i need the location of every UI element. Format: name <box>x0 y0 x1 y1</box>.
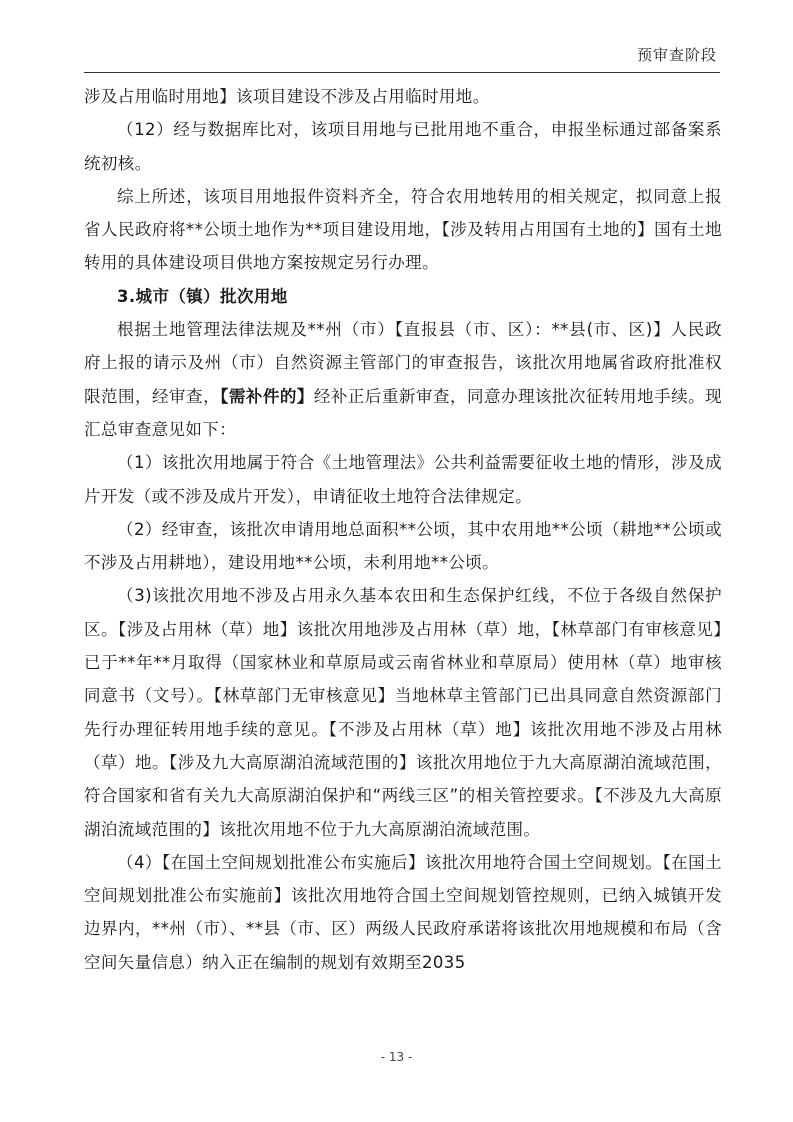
header-title: 预审查阶段 <box>636 46 717 64</box>
intro-text-before: 根据土地管理法律法规及**州（市）【直报县（市、区）：**县(市、区)】人民政府上报的请示及州（市）自然资源主管部门的审查报告，该批次用地属省政府批准权限范围，经审查， <box>84 320 722 406</box>
paragraph-summary: 综上所述，该项目用地报件资料齐全，符合农用地转用的相关规定，拟同意上报省人民政府将**公顷土地作为**项目建设用地，【涉及转用占用国有土地的】国有土地转用的具体建设项目供地方案按规定另行办理。 <box>84 186 722 273</box>
page-number: - 13 - <box>380 1050 413 1064</box>
paragraph-intro <box>84 313 722 446</box>
header-divider <box>84 72 720 73</box>
document-body <box>84 80 722 979</box>
intro-bold-text: 【需补件的】 <box>220 386 314 406</box>
section-heading: 3.城市（镇）批次用地 <box>117 286 288 306</box>
paragraph-continuation: 涉及占用临时用地】该项目建设不涉及占用临时用地。 <box>84 87 490 106</box>
paragraph-item-4: （4）【在国土空间规划批准公布实施后】该批次用地符合国土空间规划。【在国土空间规划批准公布实施前】该批次用地符合国土空间规划管控规则，已纳入城镇开发边界内，**州（市）、**县（市、区）两级人民政府承诺将该批次用地规模和布局（含空间矢量信息）纳入正在编制的规划有效期至2035 <box>84 852 722 972</box>
paragraph-item-12: （12）经与数据库比对，该项目用地与已批用地不重合，申报坐标通过部备案系统初核。 <box>84 120 722 173</box>
paragraph-item-3: （3)该批次用地不涉及占用永久基本农田和生态保护红线，不位于各级自然保护区。【涉及占用林（草）地】该批次用地涉及占用林（草）地，【林草部门有审核意见】已于**年**月取得（国家林业和草原局或云南省林业和草原局）使用林（草）地审核同意书（文号）。【林草部门无审核意见】当地林草主管部门已出具同意自然资源部门先行办理征转用地手续的意见。【不涉及占用林（草）地】该批次用地不涉及占用林（草）地。【涉及九大高原湖泊流域范围的】该批次用地位于九大高原湖泊流域范围，符合国家和省有关九大高原湖泊保护和“两线三区”的相关管控要求。【不涉及九大高原湖泊流域范围的】该批次用地不位于九大高原湖泊流域范围。 <box>84 586 722 839</box>
paragraph-item-2: （2）经审查，该批次申请用地总面积**公顷，其中农用地**公顷（耕地**公顷或不涉及占用耕地），建设用地**公顷，未利用地**公顷。 <box>84 519 722 573</box>
paragraph-item-1: （1）该批次用地属于符合《土地管理法》公共利益需要征收土地的情形，涉及成片开发（或不涉及成片开发），申请征收土地符合法律规定。 <box>84 453 722 506</box>
intro-text-after: 经补正后重新审查，同意办理该批次征转用地手续。现汇总审查意见如下： <box>84 386 722 439</box>
